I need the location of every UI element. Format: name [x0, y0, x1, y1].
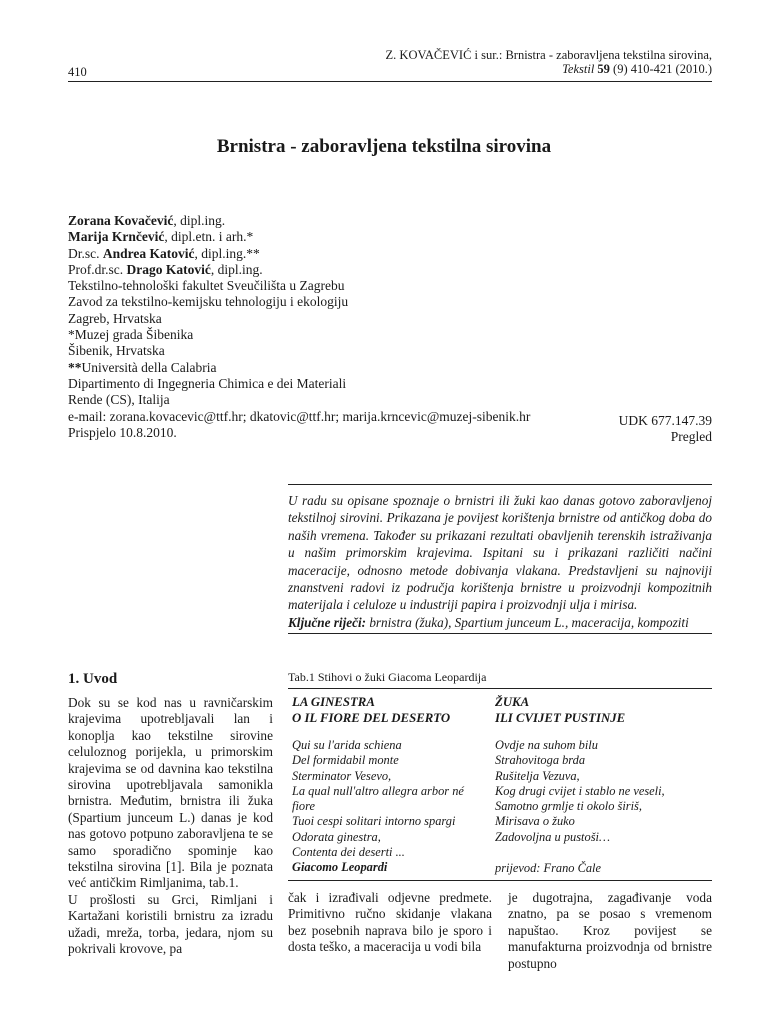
- author-line: Prof.dr.sc. Drago Katović, dipl.ing.: [68, 261, 263, 277]
- classification-block: [619, 413, 712, 446]
- poem-title-line: LA GINESTRA: [292, 695, 375, 709]
- affiliation-line: Zavod za tekstilno-kemijsku tehnologiju i ekologiju: [68, 294, 349, 310]
- email-line: e-mail: zorana.kovacevic@ttf.hr; dkatovic@ttf.hr; marija.krncevic@muzej-sibenik.hr: [68, 408, 531, 424]
- poem-line: Kog drugi cvijet i stablo ne veseli,: [495, 783, 665, 798]
- paper-title: Brnistra - zaboravljena tekstilna sirovina: [216, 136, 552, 157]
- poem-line: fiore: [292, 799, 315, 814]
- keywords-label: Ključne riječi:: [288, 614, 367, 630]
- poem-title-line: ŽUKA: [495, 695, 530, 709]
- citation-line-1: Z. KOVAČEVIĆ i sur.: Brnistra - zaboravljena tekstilna sirovina,: [385, 48, 712, 62]
- poem-line: Zadovoljna u pustoši…: [495, 829, 610, 844]
- author-line: Dr.sc. Andrea Katović, dipl.ing.**: [68, 245, 260, 261]
- poem-line: Mirisava o žuko: [495, 814, 575, 829]
- journal-volume: 59: [597, 62, 610, 76]
- poem-line: Tuoi cespi solitari intorno spargi: [292, 814, 456, 829]
- running-header-citation: [152, 48, 712, 76]
- received-date: Prispjelo 10.8.2010.: [68, 424, 177, 440]
- poem-author: Giacomo Leopardi: [292, 860, 388, 875]
- abstract: [288, 492, 712, 631]
- header-rule: [68, 81, 712, 82]
- paragraph: Dok su se kod nas u ravničarskim krajevima upotrebljavali lan i konoplja kao tekstilne sirovine celuloznog porijekla, u primorskim krajevima se od davnina kao tekstilna sirovina upotrebljavala samonikla brnistra. Međutim, brnistra ili žuka (Spartium junceum L.) danas je kod nas gotovo potpuno zaboravljena te se samo sporadično spominje kao tekstilna sirovina [1]. Bila je poznata već antičkim Rimljanima, tab.1.: [68, 695, 273, 891]
- poem-line: Qui su l'arida schiena: [292, 738, 402, 752]
- paragraph: je dugotrajna, zagađivanje voda znatno, pa se posao s vremenom napuštao. Kroz povijest se manufakturna proizvodnja od brnistre postupno: [508, 890, 712, 971]
- poem-line: La qual null'altro allegra arbor né: [292, 783, 464, 798]
- section-heading: 1. Uvod: [68, 671, 118, 687]
- translator-credit: prijevod: Frano Čale: [495, 861, 601, 875]
- poem-line: Del formidabil monte: [292, 753, 399, 768]
- author-block: [68, 213, 628, 441]
- poem-line: Samotno grmlje ti okolo širiš,: [495, 799, 642, 814]
- poem-line: Contenta dei deserti ...: [292, 845, 405, 860]
- body-column-1: [68, 695, 273, 958]
- poem-title-line: O IL FIORE DEL DESERTO: [292, 711, 451, 725]
- affiliation-line: Dipartimento di Ingegneria Chimica e dei Materiali: [68, 375, 347, 391]
- abstract-bottom-rule: [288, 633, 712, 634]
- poem-translation: [495, 694, 712, 845]
- citation-line-2: [152, 62, 712, 76]
- author-line: Marija Krnčević, dipl.etn. i arh.*: [68, 229, 254, 245]
- paper-type: Pregled: [670, 429, 712, 445]
- poem-line: Ovdje na suhom bilu: [495, 738, 598, 752]
- poem-line: Sterminator Vesevo,: [292, 768, 392, 783]
- table-top-rule: [288, 688, 712, 689]
- affiliation-line: Tekstilno-tehnološki fakultet Sveučilišta u Zagrebu: [68, 278, 345, 294]
- poem-line: Rušitelja Vezuva,: [495, 768, 580, 783]
- udk-code: UDK 677.147.39: [618, 413, 712, 428]
- abstract-text: U radu su opisane spoznaje o brnistri ili žuki kao danas gotovo zaboravljenoj tekstilnoj sirovini. Prikazana je povijest korištenja brnistre od antičkog doba do naših vremena. Također su prikazani rezultati obavljenih terenskih istraživanja u našim primorskim krajevima. Ispitani su i prikazani različiti načini maceracije, odnosno metode dobivanja vlakana. Predstavljeni su najnoviji znanstveni radovi iz područja korištenja brnistre u proizvodnji kompozitnih materijala i celuloze u industriji papira i proizvodnji ulja i mirisa.: [288, 493, 712, 613]
- table-bottom-rule: [288, 880, 712, 881]
- journal-issue-pages: (9) 410-421 (2010.): [613, 62, 712, 76]
- poem-original: [292, 694, 492, 876]
- page-number: 410: [68, 65, 87, 79]
- affiliation-line: Rende (CS), Italija: [68, 392, 170, 408]
- paragraph: čak i izrađivali odjevne predmete. Primitivno ručno skidanje vlakana bez posebnih naprava bilo je sporo i dosta teško, a maceracija u vodi bila: [288, 890, 492, 955]
- poem-title-line: ILI CVIJET PUSTINJE: [495, 711, 626, 725]
- affiliation-line: Zagreb, Hrvatska: [68, 310, 162, 326]
- poem-line: Strahovitoga brda: [495, 753, 586, 768]
- body-column-2: [288, 890, 492, 956]
- table-caption: Tab.1 Stihovi o žuki Giacoma Leopardija: [288, 670, 487, 684]
- keywords: brnistra (žuka), Spartium junceum L., maceracija, kompoziti: [366, 614, 689, 630]
- journal-name: Tekstil: [562, 62, 595, 76]
- paragraph: U prošlosti su Grci, Rimljani i Kartažani koristili brnistru za izradu užadi, mreža, torba, jedara, njom su pokrivali krovove, pa: [68, 891, 273, 957]
- poem-line: Odorata ginestra,: [292, 829, 381, 844]
- affiliation-line: **Università della Calabria: [68, 359, 217, 375]
- affiliation-line: Šibenik, Hrvatska: [68, 343, 165, 359]
- body-column-3: [508, 890, 712, 972]
- author-line: Zorana Kovačević, dipl.ing.: [68, 213, 226, 228]
- abstract-top-rule: [288, 484, 712, 485]
- affiliation-line: *Muzej grada Šibenika: [68, 327, 194, 343]
